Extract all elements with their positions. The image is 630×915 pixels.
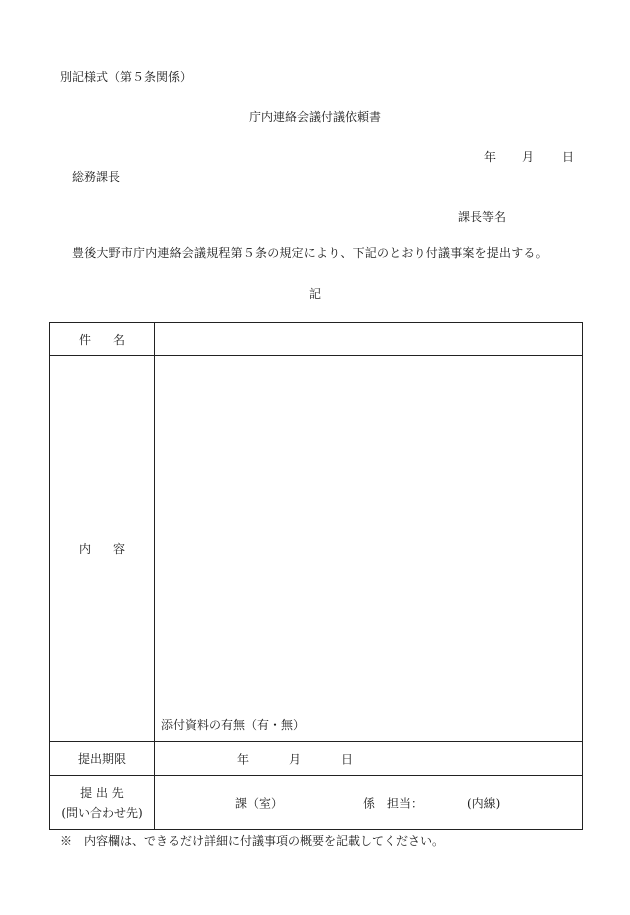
contact-extension: (内線): [467, 796, 501, 810]
date-line: [484, 148, 574, 165]
contact-field[interactable]: [155, 776, 583, 830]
form-type-label: 別記様式（第５条関係）: [60, 70, 193, 84]
ki-heading: 記: [308, 287, 321, 301]
date-year: 年: [484, 150, 497, 164]
date-month: 月: [522, 150, 535, 164]
contact-label-line1: 提 出 先: [80, 785, 124, 800]
content-label: 内 容: [50, 356, 155, 742]
contact-row: [50, 776, 583, 830]
contact-section: 課（室）: [235, 796, 284, 810]
contact-label: [50, 776, 155, 830]
footnote: ※ 内容欄は、できるだけ詳細に付議事項の概要を記載してください。: [60, 834, 445, 848]
content-field[interactable]: [155, 356, 583, 742]
attachment-availability: 添付資料の有無（有・無）: [161, 718, 306, 732]
contact-label-line2: (問い合わせ先): [61, 805, 143, 820]
deadline-day: 日: [341, 752, 354, 766]
subject-field[interactable]: [155, 323, 583, 356]
subject-row: [50, 323, 583, 356]
addressee: 総務課長: [72, 170, 121, 184]
deadline-field[interactable]: [155, 742, 583, 776]
subject-label: 件 名: [50, 323, 155, 356]
deadline-label: 提出期限: [50, 742, 155, 776]
request-form-table: [49, 322, 583, 830]
contact-person: 係 担当：: [363, 796, 424, 810]
body-text: 豊後大野市庁内連絡会議規程第５条の規定により、下記のとおり付議事案を提出する。: [72, 246, 548, 260]
date-day: 日: [562, 150, 575, 164]
document-title: 庁内連絡会議付議依頼書: [248, 110, 381, 124]
deadline-month: 月: [289, 752, 302, 766]
deadline-row: [50, 742, 583, 776]
content-row: [50, 356, 583, 742]
requester-name: 課長等名: [458, 210, 507, 224]
deadline-year: 年: [237, 752, 250, 766]
